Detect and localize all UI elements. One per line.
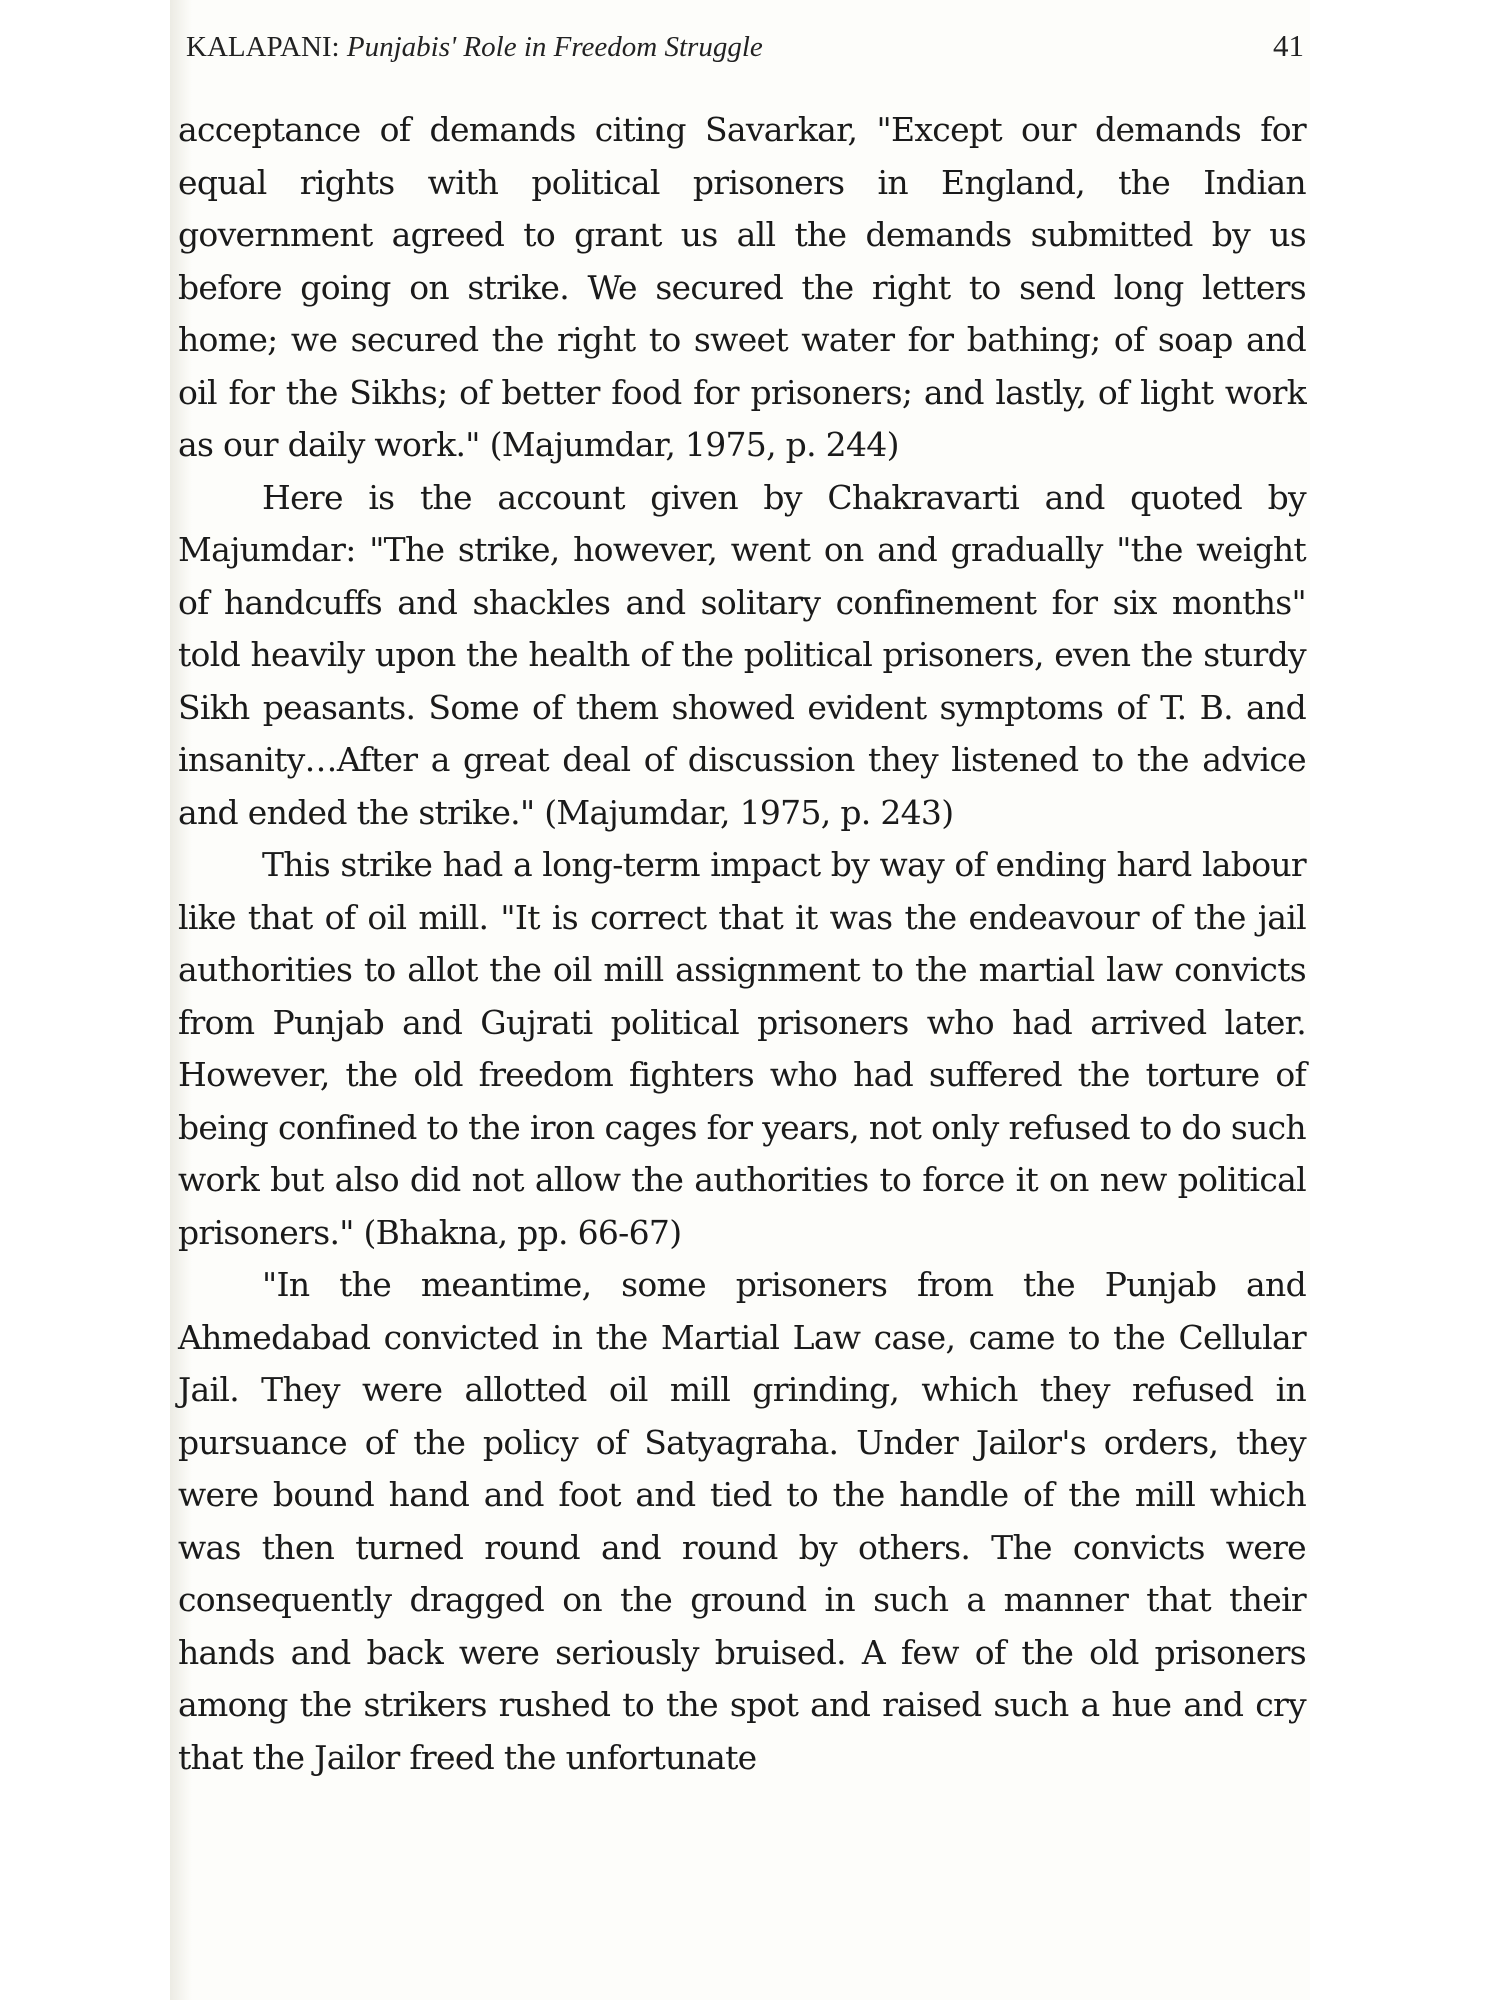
running-title: [186, 31, 763, 64]
running-title-subtitle: Punjabis' Role in Freedom Struggle: [339, 31, 763, 63]
body-text: [178, 104, 1306, 1784]
page-number: 41: [1273, 28, 1304, 63]
running-title-book: KALAPANI:: [186, 31, 340, 63]
paragraph-chakravarti-account: Here is the account given by Chakravarti and quoted by Majumdar: "The strike, however, went on and gradually "the weight of handcuffs and shackles and solitary confinement for six months" told heavily upon the health of the political prisoners, even the sturdy Sikh peasants. Some of them showed evident symptoms of T. B. and insanity…After a great deal of discussion they listened to the advice and ended the strike." (Majumdar, 1975, p. 243): [178, 477, 1306, 832]
paragraph-continued: acceptance of demands citing Savarkar, "Except our demands for equal rights with political prisoners in England, the Indian government agreed to grant us all the demands submitted by us before going on strike. We secured the right to send long letters home; we secured the right to sweet water for bathing; of soap and oil for the Sikhs; of better food for prisoners; and lastly, of light work as our daily work." (Majumdar, 1975, p. 244): [178, 110, 1306, 464]
paragraph-martial-law-prisoners: "In the meantime, some prisoners from the Punjab and Ahmedabad convicted in the Martial Law case, came to the Cellular Jail. They were allotted oil mill grinding, which they refused in pursuance of the policy of Satyagraha. Under Jailor's orders, they were bound hand and foot and tied to the handle of the mill which was then turned round and round by others. The convicts were consequently dragged on the ground in such a manner that their hands and back were seriously bruised. A few of the old prisoners among the strikers rushed to the spot and raised such a hue and cry that the Jailor freed the unfortunate: [178, 1265, 1306, 1777]
running-header: [186, 28, 1304, 64]
paragraph-strike-impact: This strike had a long-term impact by way of ending hard labour like that of oil mill. "It is correct that it was the endeavour of the jail authorities to allot the oil mill assignment to the martial law convicts from Punjab and Gujrati political prisoners who had arrived later. However, the old freedom fighters who had suffered the torture of being confined to the iron cages for years, not only refused to do such work but also did not allow the authorities to force it on new political prisoners." (Bhakna, pp. 66-67): [178, 845, 1306, 1252]
